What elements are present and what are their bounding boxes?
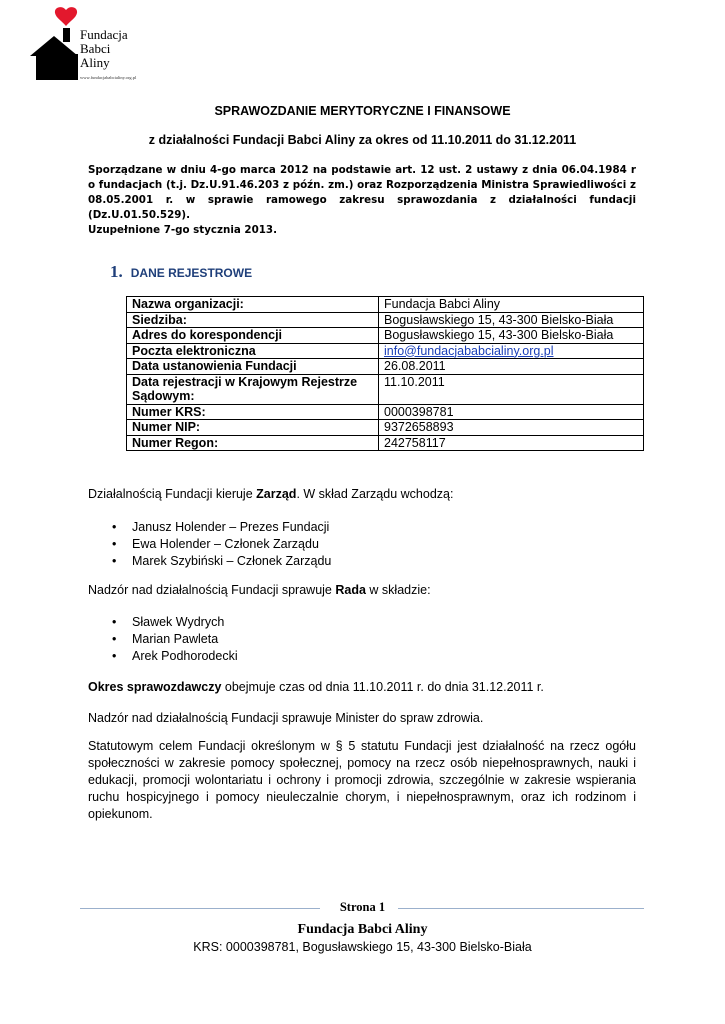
supplement-note: Uzupełnione 7-go stycznia 2013. — [88, 224, 277, 236]
preparation-note — [88, 163, 636, 238]
table-row — [127, 435, 644, 451]
registry-key: Data ustanowienia Fundacji — [127, 359, 379, 375]
council-member: Arek Podhorodecki — [132, 649, 238, 663]
registry-key: Numer NIP: — [127, 420, 379, 436]
list-item: • Janusz Holender – Prezes Fundacji — [112, 520, 330, 534]
email-link[interactable]: info@fundacjababcialiny.org.pl — [384, 343, 554, 358]
logo-line-1: Fundacja — [80, 27, 128, 42]
council-member-list — [112, 614, 238, 665]
statutory-purpose: Statutowym celem Fundacji określonym w § 5 statutu Fundacji jest działalność na rzecz ogółu społeczności w zakresie pomocy społecznej, pomocy na rzecz osób niepełnosprawnych, nauki i edukacji, promocji wolontariatu i ochrony i promocji zdrowia, szczególnie w zakresie wspierania ruchu hospicyjnego i pomocy nieuleczalnie chorym, i niepełnosprawnym, oraz ich rodzinom i opiekunom. — [88, 739, 636, 821]
board-member: Ewa Holender – Członek Zarządu — [132, 537, 319, 551]
reporting-period — [88, 679, 636, 696]
council-intro-end: w składzie: — [365, 583, 431, 597]
registry-key: Numer Regon: — [127, 435, 379, 451]
logo-line-2: Babci — [80, 41, 111, 56]
registry-value: 0000398781 — [379, 404, 644, 420]
registry-key: Poczta elektroniczna — [127, 343, 379, 359]
foundation-logo — [30, 6, 160, 86]
registry-value — [379, 343, 644, 359]
heart-icon — [55, 7, 77, 26]
board-intro-end: . W skład Zarządu wchodzą: — [296, 487, 454, 501]
table-row — [127, 404, 644, 420]
registry-key: Numer KRS: — [127, 404, 379, 420]
list-item: • Arek Podhorodecki — [112, 649, 238, 663]
board-member-list — [112, 519, 331, 570]
list-item: • Sławek Wydrych — [112, 615, 225, 629]
registry-value: 242758117 — [379, 435, 644, 451]
table-row — [127, 343, 644, 359]
council-member: Sławek Wydrych — [132, 615, 225, 629]
registry-value: Bogusławskiego 15, 43-300 Bielsko-Biała — [379, 312, 644, 328]
period-text: obejmuje czas od dnia 11.10.2011 r. do dnia 31.12.2011 r. — [221, 680, 544, 694]
supervision-text: Nadzór nad działalnością Fundacji sprawuje Minister do spraw zdrowia. — [88, 711, 484, 725]
list-item: • Marian Pawleta — [112, 632, 219, 646]
table-row — [127, 312, 644, 328]
registry-table — [126, 296, 644, 451]
section-heading — [110, 262, 252, 282]
registry-key: Siedziba: — [127, 312, 379, 328]
registry-value: Bogusławskiego 15, 43-300 Bielsko-Biała — [379, 328, 644, 344]
board-member: Marek Szybiński – Członek Zarządu — [132, 554, 332, 568]
board-intro — [88, 486, 636, 503]
registry-key: Data rejestracji w Krajowym Rejestrze Sądowym: — [127, 374, 379, 404]
council-member: Marian Pawleta — [132, 632, 219, 646]
table-row — [127, 420, 644, 436]
table-row — [127, 328, 644, 344]
board-intro-bold: Zarząd — [256, 487, 297, 501]
logo-line-3: Aliny — [80, 55, 110, 70]
registry-key: Nazwa organizacji: — [127, 297, 379, 313]
registry-value: 11.10.2011 — [379, 374, 644, 404]
registry-value: 9372658893 — [379, 420, 644, 436]
logo-url: www.fundacjababcialiny.org.pl — [80, 75, 137, 80]
council-intro — [88, 582, 636, 599]
list-item: • Marek Szybiński – Członek Zarządu — [112, 554, 332, 568]
table-row — [127, 374, 644, 404]
registry-value: 26.08.2011 — [379, 359, 644, 375]
section-number: 1. — [110, 262, 123, 281]
document-subtitle: z działalności Fundacji Babci Aliny za okres od 11.10.2011 do 31.12.2011 — [148, 133, 577, 147]
board-intro-text: Działalnością Fundacji kieruje — [88, 487, 257, 501]
page-number: Strona 1 — [339, 900, 386, 914]
footer-org-name: Fundacja Babci Aliny — [297, 922, 428, 937]
table-row — [127, 297, 644, 313]
document-title: SPRAWOZDANIE MERYTORYCZNE I FINANSOWE — [214, 104, 511, 118]
registry-key: Adres do korespondencji — [127, 328, 379, 344]
council-intro-text: Nadzór nad działalnością Fundacji sprawuje — [88, 583, 336, 597]
table-row — [127, 359, 644, 375]
section-label: DANE REJESTROWE — [130, 266, 253, 280]
list-item: • Ewa Holender – Członek Zarządu — [112, 537, 319, 551]
footer-address: KRS: 0000398781, Bogusławskiego 15, 43-300 Bielsko-Biała — [193, 940, 532, 954]
period-label: Okres sprawozdawczy — [88, 680, 222, 694]
registry-value: Fundacja Babci Aliny — [379, 297, 644, 313]
board-member: Janusz Holender – Prezes Fundacji — [132, 520, 330, 534]
preparation-text: Sporządzane w dniu 4-go marca 2012 na podstawie art. 12 ust. 2 ustawy z dnia 06.04.1984 r o fundacjach (t.j. Dz.U.91.46.203 z późn. zm.) oraz Rozporządzenia Ministra Sprawiedliwości z 08.05.2001 r. w sprawie ramowego zakresu sprawozdania z działalności fundacji (Dz.U.01.50.529). — [88, 164, 636, 221]
council-intro-bold: Rada — [335, 583, 366, 597]
